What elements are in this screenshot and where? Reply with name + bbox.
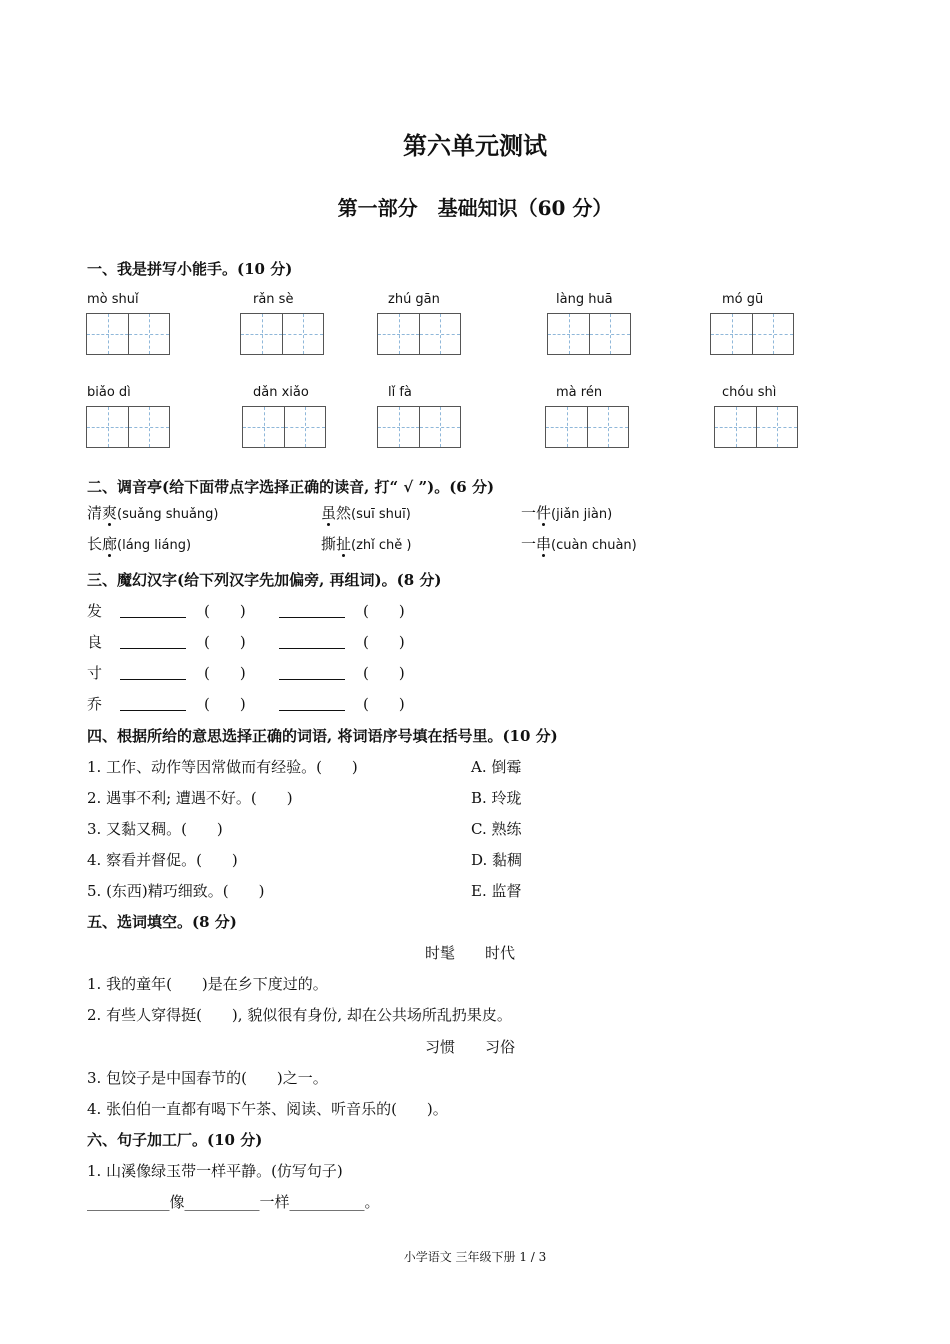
word-paren[interactable]: ( ) [204, 695, 246, 713]
pinyin-label: dǎn xiǎo [253, 385, 309, 400]
base-char: 良 [87, 633, 103, 651]
radical-blank[interactable] [120, 630, 186, 649]
writing-grid[interactable] [240, 313, 324, 355]
part-heading: 第一部分 基础知识（60 分） [337, 196, 613, 220]
word-paren[interactable]: ( ) [363, 602, 405, 620]
writing-grid[interactable] [710, 313, 794, 355]
section-2-heading: 二、调音亭(给下面带点字选择正确的读音, 打“ √ ”)。(6 分) [87, 478, 495, 496]
option-item: B. 玲珑 [471, 789, 522, 807]
base-char: 发 [87, 602, 103, 620]
radical-blank[interactable] [279, 661, 345, 680]
word-paren[interactable]: ( ) [363, 695, 405, 713]
writing-grid[interactable] [377, 406, 461, 448]
word-paren[interactable]: ( ) [363, 633, 405, 651]
section-5-heading: 五、选词填空。(8 分) [87, 913, 237, 931]
reading-item: 一串(cuàn chuàn) [521, 535, 637, 553]
question-item: 2. 遇事不利; 遭遇不好。( ) [87, 789, 293, 807]
radical-blank[interactable] [120, 661, 186, 680]
reading-item: 一件(jiǎn jiàn) [521, 504, 613, 522]
question-item: 3. 包饺子是中国春节的( )之一。 [87, 1069, 328, 1087]
writing-grid[interactable] [545, 406, 629, 448]
writing-grid[interactable] [242, 406, 326, 448]
option-item: D. 黏稠 [471, 851, 523, 869]
base-char: 寸 [87, 664, 103, 682]
pinyin-label: chóu shì [722, 385, 777, 400]
pinyin-label: mò shuǐ [87, 292, 139, 307]
pinyin-label: zhú gān [388, 292, 440, 307]
question-item: 2. 有些人穿得挺( ), 貌似很有身份, 却在公共场所乱扔果皮。 [87, 1006, 512, 1024]
question-item: 3. 又黏又稠。( ) [87, 820, 223, 838]
option-item: A. 倒霉 [471, 758, 522, 776]
radical-blank[interactable] [120, 692, 186, 711]
word-paren[interactable]: ( ) [204, 633, 246, 651]
pinyin-label: biǎo dì [87, 385, 131, 400]
word-choices: 时髦 时代 [425, 944, 516, 962]
question-item: 5. (东西)精巧细致。( ) [87, 882, 265, 900]
question-item: 1. 我的童年( )是在乡下度过的。 [87, 975, 328, 993]
word-paren[interactable]: ( ) [363, 664, 405, 682]
writing-grid[interactable] [377, 313, 461, 355]
section-3-heading: 三、魔幻汉字(给下列汉字先加偏旁, 再组词)。(8 分) [87, 571, 442, 589]
word-paren[interactable]: ( ) [204, 664, 246, 682]
section-1-heading: 一、我是拼写小能手。(10 分) [87, 260, 293, 278]
reading-item: 清爽(suǎng shuǎng) [87, 504, 219, 522]
writing-grid[interactable] [547, 313, 631, 355]
writing-grid[interactable] [714, 406, 798, 448]
radical-blank[interactable] [279, 630, 345, 649]
radical-blank[interactable] [120, 599, 186, 618]
reading-item: 撕扯(zhǐ chě ) [321, 535, 412, 553]
pinyin-label: lǐ fà [388, 385, 412, 400]
word-choices: 习惯 习俗 [425, 1038, 516, 1056]
base-char: 乔 [87, 695, 103, 713]
page-title: 第六单元测试 [403, 131, 547, 160]
writing-grid[interactable] [86, 313, 170, 355]
radical-blank[interactable] [279, 599, 345, 618]
radical-blank[interactable] [279, 692, 345, 711]
pinyin-label: mà rén [556, 385, 603, 400]
option-item: C. 熟练 [471, 820, 522, 838]
word-paren[interactable]: ( ) [204, 602, 246, 620]
question-item: 1. 山溪像绿玉带一样平静。(仿写句子) [87, 1162, 343, 1180]
pinyin-label: làng huā [556, 292, 613, 307]
reading-item: 长廊(láng liáng) [87, 535, 192, 553]
section-4-heading: 四、根据所给的意思选择正确的词语, 将词语序号填在括号里。(10 分) [87, 727, 558, 745]
pinyin-label: mó gū [722, 292, 764, 307]
page-footer: 小学语文 三年级下册 1 / 3 [403, 1250, 547, 1264]
option-item: E. 监督 [471, 882, 522, 900]
pinyin-label: rǎn sè [253, 292, 294, 307]
writing-grid[interactable] [86, 406, 170, 448]
question-item: 4. 张伯伯一直都有喝下午茶、阅读、听音乐的( )。 [87, 1100, 448, 1118]
section-6-heading: 六、句子加工厂。(10 分) [87, 1131, 263, 1149]
reading-item: 虽然(suī shuī) [321, 504, 411, 522]
fill-line[interactable]: ___________像__________一样__________。 [87, 1193, 380, 1211]
question-item: 4. 察看并督促。( ) [87, 851, 238, 869]
question-item: 1. 工作、动作等因常做而有经验。( ) [87, 758, 358, 776]
